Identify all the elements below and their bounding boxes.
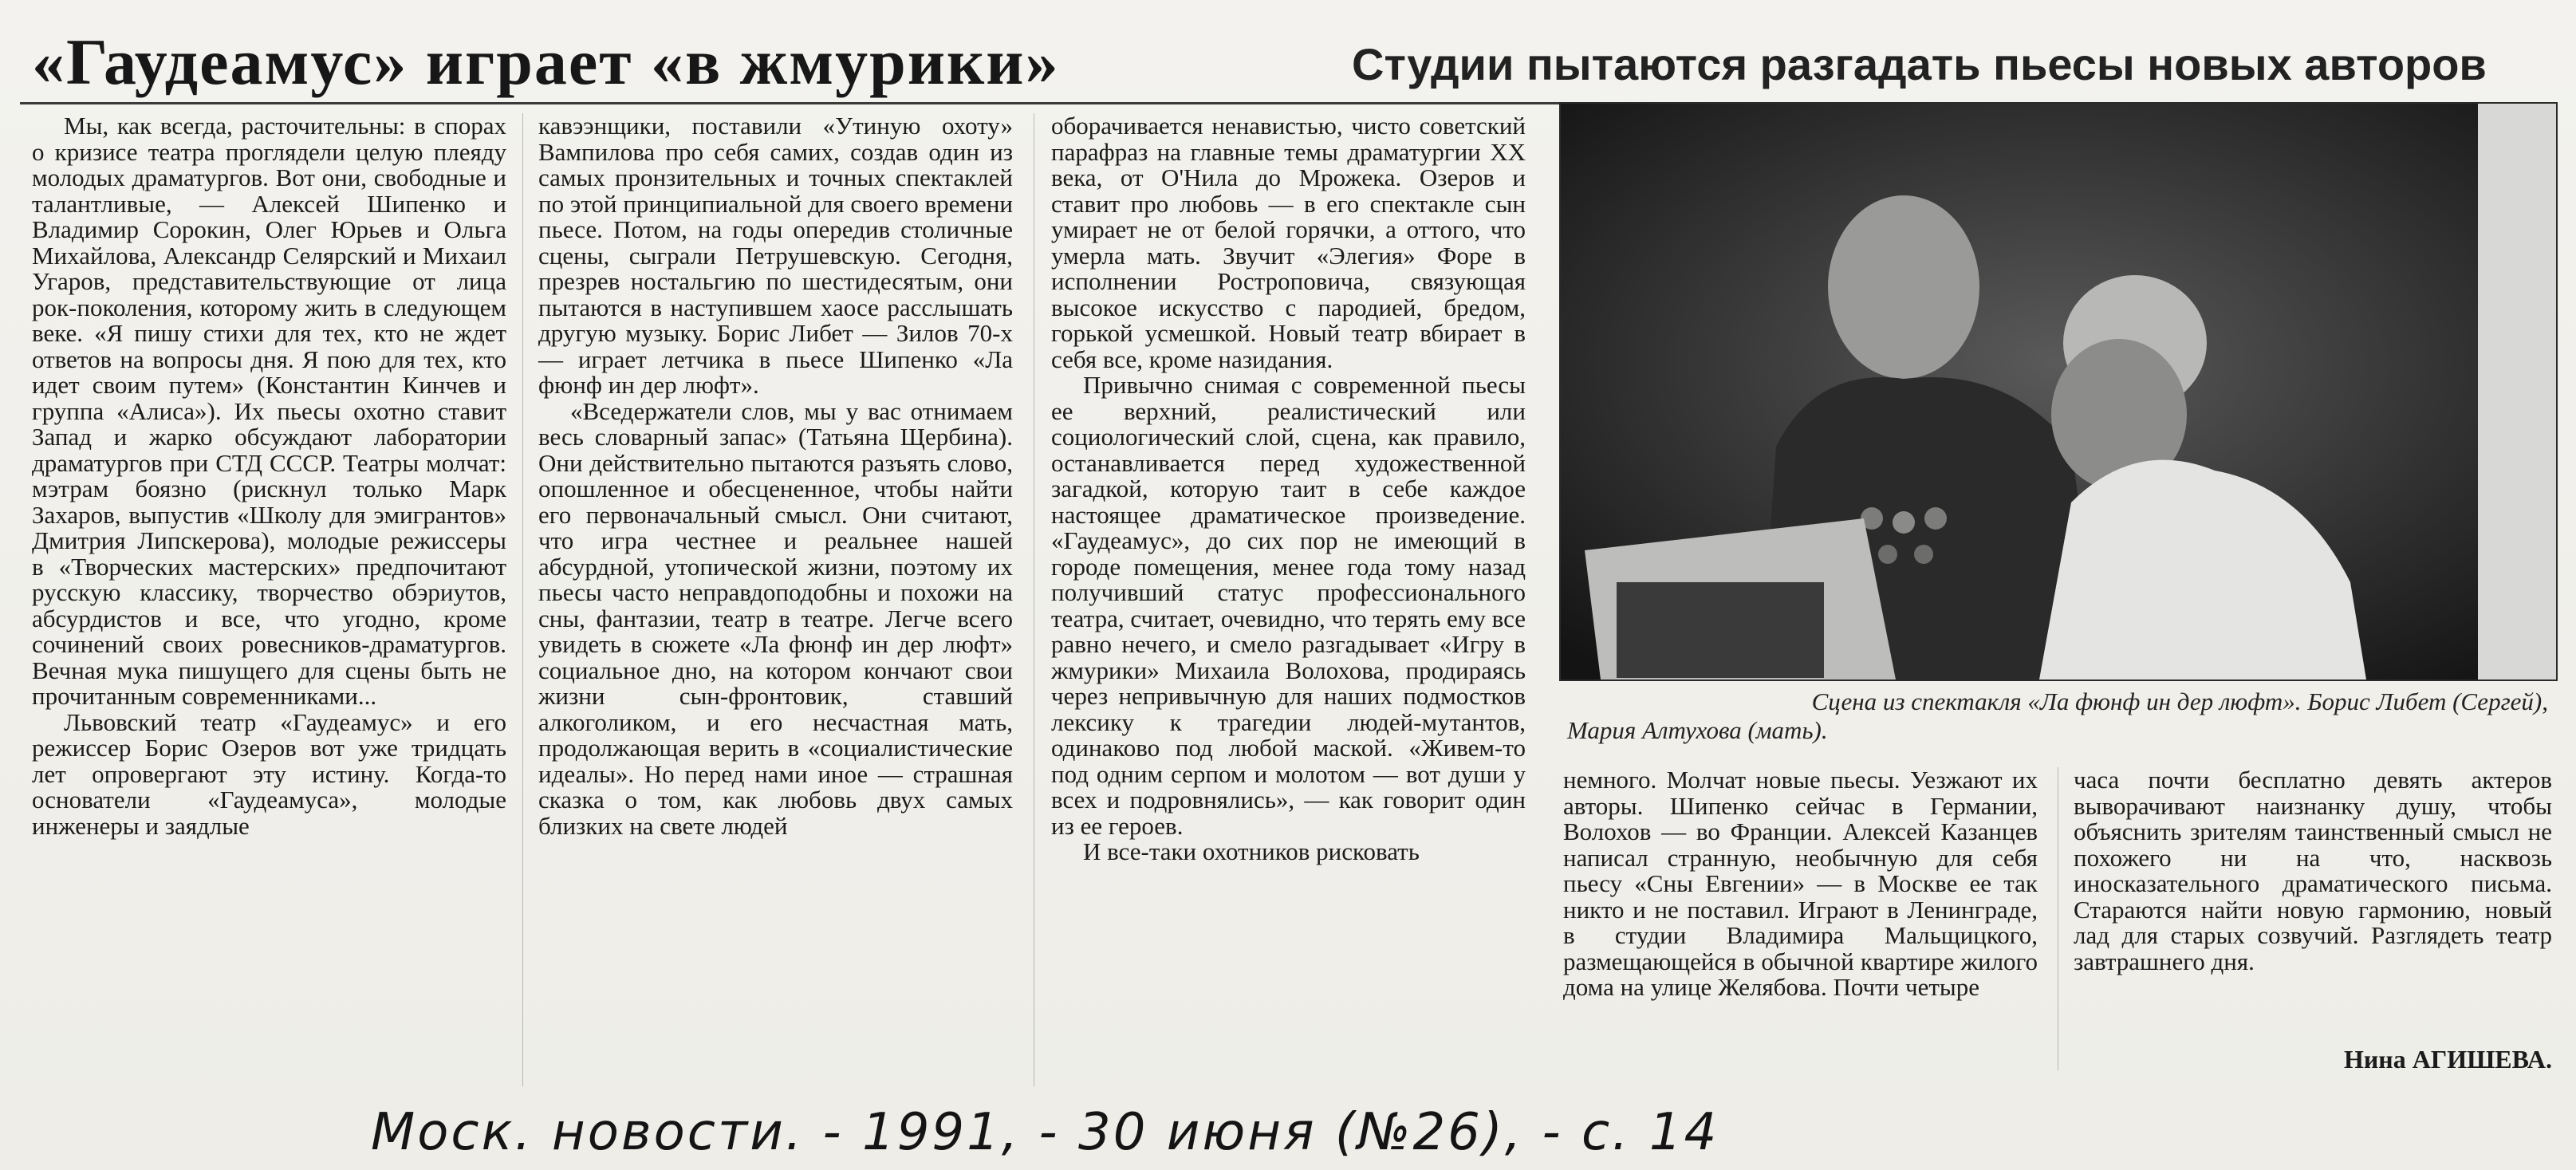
- performance-photo: [1559, 102, 2558, 681]
- paragraph: Мы, как всегда, расточительны: в спорах о кризисе театра проглядели целую плеяду молодых драматургов. Вот они, свободные и талантливые, — Алексей Шипенко и Владимир Сорокин, Олег Юрьев и Ольга Михайлова, Александр Селярский и Михаил Угаров, представительствующие от лица рок-поколения, которому жить в следующем веке. «Я пишу стихи для тех, кто не ждет ответов на вопросы дня. Я пою для тех, кто идет своим путем» (Константин Кинчев и группа «Алиса»). Их пьесы охотно ставит Запад и жарко обсуждают лаборатории драматургов при СТД СССР. Театры молчат: мэтрам боязно (рискнул только Марк Захаров, выпустив «Школу для эмигрантов» Дмитрия Липскерова), молодые режиссеры в «Творческих мастерских» предпочитают русскую классику, творчество обэриутов, абсурдистов и все, что угодно, кроме сочинений своих ровесников-драматургов. Вечная мука пишущего для сцены быть не прочитанным современниками...: [32, 112, 506, 710]
- text-column-2: [538, 113, 1013, 1090]
- author-signature: Нина АГИШЕВА.: [2343, 1045, 2552, 1073]
- text-column-1: [32, 113, 506, 1090]
- subheadline: Студии пытаются разгадать пьесы новых авторов: [1352, 39, 2487, 89]
- text-column-4: [1563, 767, 2038, 1086]
- paragraph: «Вседержатели слов, мы у вас отнимаем весь словарный запас» (Татьяна Щербина). Они действительно пытаются разъять слово, опошленное и обесцененное, чтобы найти его первоначальный смысл. Они считают, что игра честнее и реальнее нашей абсурдной, утопической жизни, поэтому их пьесы часто неправдоподобны и похожи на сны, фантазии, театр в театре. Легче всего увидеть в сюжете «Ла фюнф ин дер люфт» социальное дно, на котором кончают свои жизни сын-фронтовик, ставший алкоголиком, и его несчастная мать, продолжающая верить в «социалистические идеалы». Но перед нами иное — страшная сказка о том, как любовь двух самых близких на свете людей: [538, 396, 1013, 840]
- caption-line-1: Сцена из спектакля «Ла фюнф ин дер люфт». Борис Либет (Сергей),: [1811, 687, 2548, 715]
- handwritten-source-note: Моск. новости. - 1991, - 30 июня (№26), - с. 14: [371, 1103, 1719, 1162]
- paragraph: Львовский театр «Гаудеамус» и его режиссер Борис Озеров вот уже тридцать лет опровергают эту истину. Когда-то основатели «Гаудеамуса», молодые инженеры и заядлые: [32, 707, 506, 840]
- text-column-5: [2074, 767, 2552, 1007]
- paragraph: кавээнщики, поставили «Утиную охоту» Вампилова про себя самих, создав один из самых пронзительных и точных спектаклей по этой принципиальной для своего времени пьесе. Потом, на годы опередив столичные сцены, сыграли Петрушевскую. Сегодня, презрев ностальгию по шестидесятым, они пытаются в наступившем хаосе расслышать другую музыку. Борис Либет — Зилов 70-х — играет летчика в пьесе Шипенко «Ла фюнф ин дер люфт».: [538, 112, 1013, 399]
- paragraph: часа почти бесплатно девять актеров выворачивают наизнанку душу, чтобы объяснить зрителям таинственный смысл не похожего ни на что, насквозь иносказательного драматического письма. Стараются найти новую гармонию, новый лад для старых созвучий. Разглядеть театр завтрашнего дня.: [2074, 766, 2552, 975]
- paragraph: немного. Молчат новые пьесы. Уезжают их авторы. Шипенко сейчас в Германии, Волохов — во Франции. Алексей Казанцев написал странную, необычную для себя пьесу «Сны Евгении» — в Москве ее так никто и не поставил. Играют в Ленинграде, в студии Владимира Мальщицкого, размещающейся в обычной квартире жилого дома на улице Желябова. Почти четыре: [1563, 766, 2038, 1001]
- paragraph: И все-таки охотников рисковать: [1083, 837, 1420, 865]
- headline: «Гаудеамус» играет «в жмурики»: [32, 26, 1060, 98]
- paragraph: оборачивается ненавистью, чисто советский парафраз на главные темы драматургии XX века, от О'Нила до Мрожека. Озеров и ставит про любовь — в его спектакле сын умирает не от белой горячки, а оттого, что умерла мать. Звучит «Элегия» Форе в исполнении Ростроповича, связующая высокое искусство с пародией, бредом, горькой усмешкой. Новый театр вбирает в себя все, кроме назидания.: [1051, 112, 1526, 373]
- text-column-3: [1051, 113, 1526, 1090]
- caption-line-2: Мария Алтухова (мать).: [1567, 716, 1828, 744]
- photo-caption: [1567, 687, 2548, 750]
- column-divider: [522, 113, 523, 1086]
- paragraph: Привычно снимая с современной пьесы ее верхний, реалистический или социологический слой, сцена, как правило, останавливается перед художественной загадкой, которую таит в себе каждое настоящее драматическое произведение. «Гаудеамус», до сих пор не имеющий в городе помещения, менее года тому назад получивший статус профессионального театра, считает, очевидно, что терять ему все равно нечего, и смело разгадывает «Игру в жмурики» Михаила Волохова, продираясь через непривычную для наших подмостков лексику к трагедии людей-мутантов, одинаково под любой маской. «Живем-то под одним серпом и молотом — вот души у всех и подровнялись», — как говорит один из ее героев.: [1051, 371, 1526, 840]
- photo-image: [1561, 104, 2556, 680]
